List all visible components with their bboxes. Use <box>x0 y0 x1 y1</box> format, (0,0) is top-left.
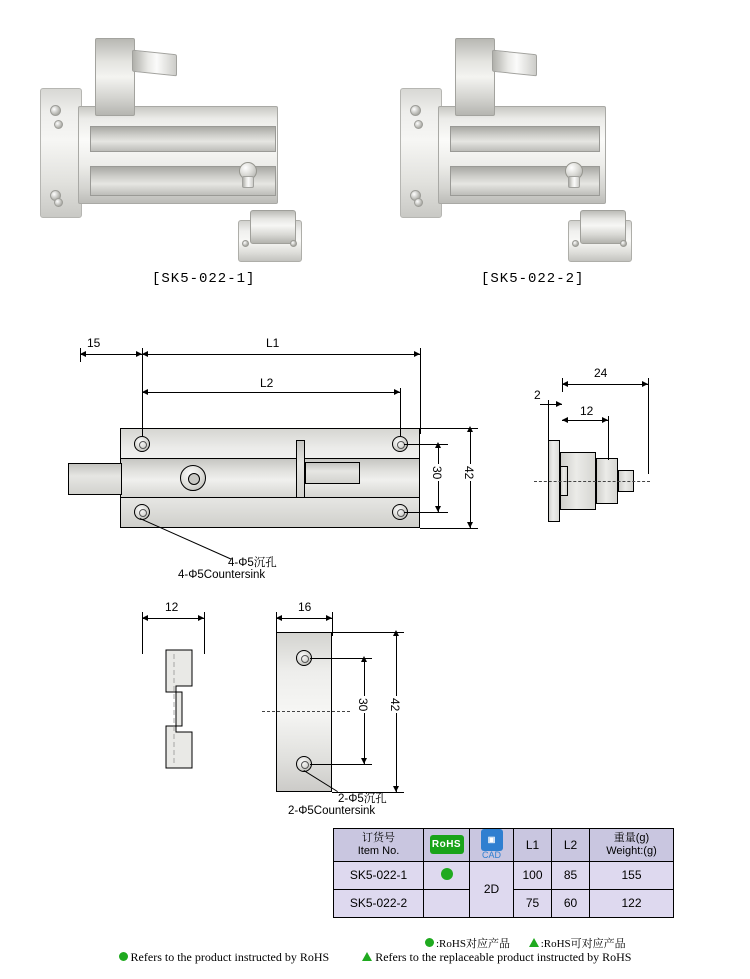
th-weight-cn: 重量(g) <box>613 832 650 845</box>
kp-dim12-ext-right <box>204 612 205 654</box>
bolt-knob-stem <box>242 176 254 188</box>
th-item-no <box>334 829 424 862</box>
th-l2: L2 <box>552 829 590 862</box>
legend-dot-entry <box>119 950 333 964</box>
spec-table <box>333 828 674 918</box>
kf-dim42-arrow-up <box>393 630 399 636</box>
footer-legend <box>0 950 750 965</box>
kf-dim16-ext-left <box>276 612 277 636</box>
keeper-profile-svg <box>150 640 240 800</box>
sv-dim2-ext <box>548 400 549 442</box>
countersink-note-en: 4-Φ5Countersink <box>178 569 266 581</box>
cell-l2: 60 <box>552 889 590 917</box>
table-header-row <box>334 829 674 862</box>
cell-item-no: SK5-022-1 <box>334 861 424 889</box>
dimL1-arrow-left <box>142 351 148 357</box>
keeper-hole-right <box>290 240 297 247</box>
cell-cad: 2D <box>470 861 514 917</box>
dim-42-label: 42 <box>462 466 476 480</box>
cell-l2: 85 <box>552 861 590 889</box>
bolt-plate-screw-bottom <box>414 198 423 207</box>
cell-l1: 75 <box>514 889 552 917</box>
dim-30-label: 30 <box>430 466 444 480</box>
kf-dim-42-label: 42 <box>388 698 402 712</box>
kf-centerline <box>262 711 350 712</box>
mv-knob-tab <box>305 462 360 484</box>
product-photo-left <box>40 28 300 258</box>
product-photo-right <box>400 28 650 258</box>
keeper-box <box>580 210 626 244</box>
th-l1: L1 <box>514 829 552 862</box>
cell-weight: 155 <box>590 861 674 889</box>
dimL1-line <box>142 354 420 355</box>
cad-icon: ▣ <box>481 829 503 851</box>
sv-dim24-ext-right <box>648 378 649 474</box>
bolt-slide-tab <box>132 50 177 77</box>
bolt-plate-screw-top <box>414 120 423 129</box>
dim42-ext-bot <box>420 528 478 529</box>
table-note-tri-text: :RoHS可对应产品 <box>540 938 626 950</box>
sv-dim12-arrow-left <box>562 417 568 423</box>
rohs-triangle-icon <box>529 938 539 947</box>
bolt-rod <box>455 38 495 116</box>
rohs-dot-icon <box>119 952 128 961</box>
rohs-dot-icon <box>425 938 434 947</box>
kf-dim42-ext-top <box>332 632 404 633</box>
table-note <box>425 935 626 951</box>
keeper-hole-left <box>242 240 249 247</box>
mv-bolt-rod <box>68 463 122 495</box>
sv-dim-24-label: 24 <box>594 366 608 380</box>
dimL2-ext-right <box>400 388 401 436</box>
bolt-groove <box>90 126 276 152</box>
dimL1-ext-right <box>420 348 421 434</box>
kf-dim30-ext-top <box>310 658 372 659</box>
table-note-dot-text: :RoHS对应产品 <box>436 938 510 950</box>
legend-dot-text: Refers to the product instructed by RoHS <box>130 950 330 964</box>
bolt-rod <box>95 38 135 116</box>
dim-L2-label: L2 <box>260 376 274 390</box>
keeper-left <box>238 190 306 270</box>
sv-dim2-arrow <box>556 401 562 407</box>
bolt-plate-screw-bottom <box>54 198 63 207</box>
keeper-right <box>568 190 636 270</box>
th-weight-en: Weight:(g) <box>606 844 657 857</box>
cell-rohs <box>424 889 470 917</box>
th-cad-label: CAD <box>481 850 501 860</box>
caption-left: [SK5-022-1] <box>152 271 256 287</box>
dimL2-arrow-left <box>142 389 148 395</box>
kf-dim-16-label: 16 <box>298 600 312 614</box>
rohs-icon: RoHS <box>430 835 464 854</box>
sv-centerline <box>534 481 650 482</box>
th-rohs <box>424 829 470 862</box>
kf-countersink-note-cn: 2-Φ5沉孔 <box>338 793 387 805</box>
cell-weight: 122 <box>590 889 674 917</box>
th-weight <box>590 829 674 862</box>
kf-dim16-line <box>276 618 332 619</box>
dim42-ext-top <box>420 428 478 429</box>
technical-drawing-section <box>0 300 750 820</box>
sv-dim12-ext-right <box>608 416 609 460</box>
mv-knob <box>180 465 206 491</box>
rohs-triangle-icon <box>362 952 372 961</box>
sv-dim-12-label: 12 <box>580 404 594 418</box>
kf-dim30-ext-bot <box>310 764 372 765</box>
dim30-ext-top <box>404 444 448 445</box>
bolt-groove <box>450 126 600 152</box>
dim30-arrow-up <box>435 442 441 448</box>
table-row <box>334 861 674 889</box>
dim-L1-label: L1 <box>266 336 280 350</box>
rohs-dot-icon <box>441 868 453 880</box>
bolt-plate-screw-top <box>54 120 63 129</box>
cell-rohs <box>424 861 470 889</box>
sv-dim-2-label: 2 <box>534 388 541 402</box>
dim15-ext-left <box>80 348 81 362</box>
sv-dim24-line <box>562 384 648 385</box>
dim30-ext-bot <box>404 512 448 513</box>
kp-dim-12-label: 12 <box>165 600 179 614</box>
bolt-knob-stem <box>568 176 580 188</box>
th-item-no-en: Item No. <box>357 844 400 857</box>
keeper-hole-right <box>620 240 627 247</box>
bolt-slide-tab <box>492 50 537 77</box>
countersink-note-cn: 4-Φ5沉孔 <box>228 557 277 569</box>
kf-dim-30-label: 30 <box>356 698 370 712</box>
product-photo-section <box>0 0 750 300</box>
kf-dim30-arrow-up <box>361 656 367 662</box>
mv-slide-bar <box>120 458 420 498</box>
th-cad <box>470 829 514 862</box>
dimL2-line <box>142 392 400 393</box>
kp-dim12-ext-left <box>142 612 143 654</box>
legend-triangle-entry <box>362 950 631 964</box>
th-item-no-cn: 订货号 <box>362 832 395 845</box>
keeper-box <box>250 210 296 244</box>
legend-tri-text: Refers to the replaceable product instructed by RoHS <box>375 950 632 964</box>
dim-15-label: 15 <box>87 336 101 350</box>
caption-right: [SK5-022-2] <box>481 271 585 287</box>
dim15-line <box>80 354 142 355</box>
cell-item-no: SK5-022-2 <box>334 889 424 917</box>
cell-l1: 100 <box>514 861 552 889</box>
keeper-hole-left <box>572 240 579 247</box>
mv-hole-tl <box>134 436 150 452</box>
mv-knob-post <box>296 440 305 498</box>
sv-dim24-ext-left <box>562 378 563 392</box>
dim42-arrow-up <box>467 426 473 432</box>
mv-hole-bl <box>134 504 150 520</box>
kf-countersink-note-en: 2-Φ5Countersink <box>288 805 376 817</box>
kp-dim12-line <box>142 618 204 619</box>
